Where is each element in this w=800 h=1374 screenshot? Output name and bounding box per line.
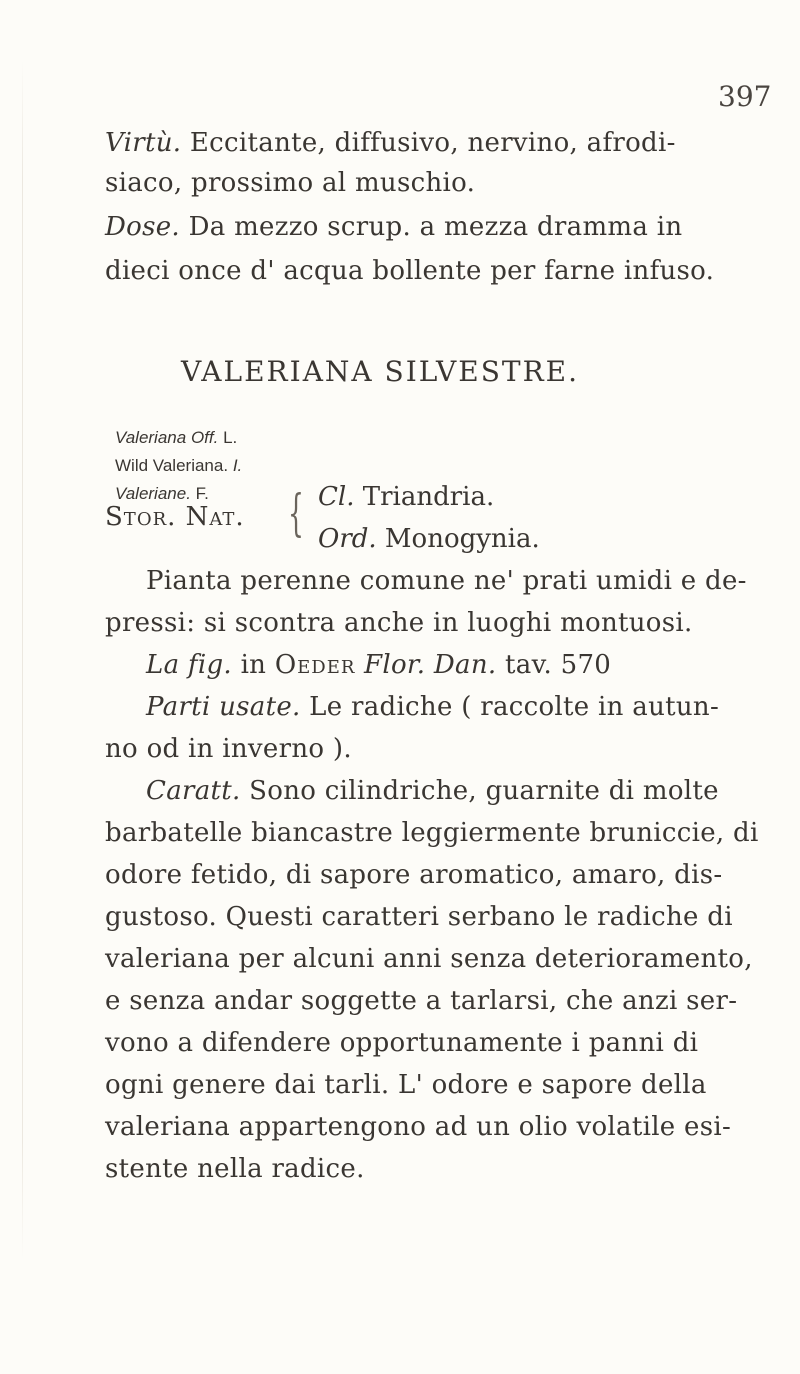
fig-work: Flor. Dan. xyxy=(363,650,497,680)
body-line-1: Pianta perenne comune ne' prati umidi e de- xyxy=(146,566,747,596)
dose-label: Dose. xyxy=(105,212,180,242)
body-line-15: stente nella radice. xyxy=(105,1154,365,1184)
body-line-9: gustoso. Questi caratteri serbano le radiche di xyxy=(105,902,733,932)
body-line-11: e senza andar soggette a tarlarsi, che anzi ser- xyxy=(105,986,738,1016)
body-line-2: pressi: si scontra anche in luoghi montuosi. xyxy=(105,608,693,638)
synonym-abbr: Off. xyxy=(190,428,219,447)
body-line-10: valeriana per alcuni anni senza deterioramento, xyxy=(105,944,753,974)
synonym-name: Wild Valeriana. xyxy=(115,456,229,475)
synonym-author: F. xyxy=(195,484,209,503)
caratt-label: Caratt. xyxy=(146,776,241,806)
section-title: VALERIANA SILVESTRE. xyxy=(180,355,579,388)
synonym-english xyxy=(115,456,242,476)
dose-text: Da mezzo scrup. a mezza dramma in xyxy=(188,212,683,242)
parti-text: Le radiche ( raccolte in autun- xyxy=(309,692,720,722)
class-label: Cl. xyxy=(318,482,355,512)
order-value: Monogynia. xyxy=(384,524,540,554)
body-line-7: barbatelle biancastre leggiermente bruniccie, di xyxy=(105,818,759,848)
class-value: Triandria. xyxy=(362,482,495,512)
class-row xyxy=(318,482,494,512)
brace-glyph: { xyxy=(287,484,304,542)
page-number: 397 xyxy=(718,80,772,113)
synonym-french xyxy=(115,484,209,504)
body-line-13: ogni genere dai tarli. L' odore e sapore della xyxy=(105,1070,707,1100)
body-parti-line xyxy=(146,692,719,722)
fig-in: in xyxy=(240,650,267,680)
body-line-5: no od in inverno ). xyxy=(105,734,352,764)
order-row xyxy=(318,524,540,554)
synonym-author: L. xyxy=(223,428,238,447)
parti-label: Parti usate. xyxy=(146,692,301,722)
stor-nat-label: Stor. Nat. xyxy=(105,502,245,532)
intro-line-4: dieci once d' acqua bollente per farne infuso. xyxy=(105,256,715,286)
synonym-name: Valeriane. xyxy=(115,484,191,503)
order-label: Ord. xyxy=(318,524,377,554)
fig-label: La fig. xyxy=(146,650,232,680)
fig-author: Oeder xyxy=(274,650,356,680)
virtu-label: Virtù. xyxy=(105,128,182,158)
caratt-text: Sono cilindriche, guarnite di molte xyxy=(249,776,719,806)
synonym-latin xyxy=(115,428,237,448)
body-caratt-line xyxy=(146,776,719,806)
intro-dose-line xyxy=(105,212,682,242)
body-line-12: vono a difendere opportunamente i panni di xyxy=(105,1028,699,1058)
page-margin-shadow xyxy=(22,60,23,1260)
fig-tav: tav. 570 xyxy=(505,650,612,680)
body-line-14: valeriana appartengono ad un olio volatile esi- xyxy=(105,1112,732,1142)
intro-virtu-line xyxy=(105,128,676,158)
synonym-author: I. xyxy=(232,456,243,475)
synonym-name: Valeriana xyxy=(115,428,187,447)
body-line-8: odore fetido, di sapore aromatico, amaro, dis- xyxy=(105,860,723,890)
body-fig-line xyxy=(146,650,611,680)
intro-line-2: siaco, prossimo al muschio. xyxy=(105,168,476,198)
virtu-text: Eccitante, diffusivo, nervino, afrodi- xyxy=(189,128,676,158)
